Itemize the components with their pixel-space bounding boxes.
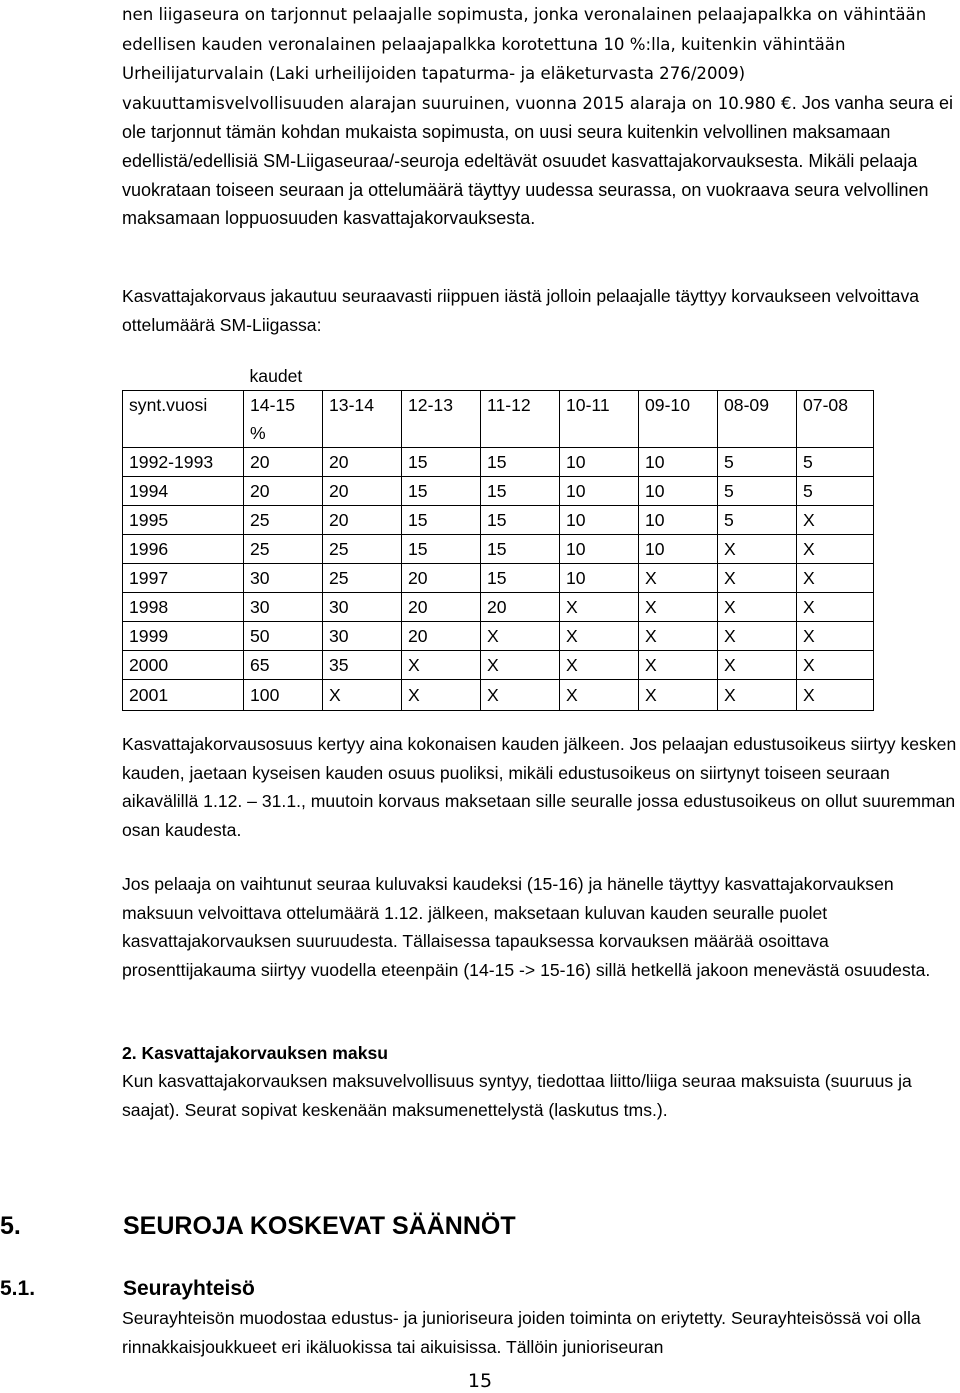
subsection-heading-payment: 2. Kasvattajakorvauksen maksu [122,1043,389,1063]
table-row [123,564,874,593]
table-cell: 30 [244,564,323,593]
paragraph-payment: Kun kasvattajakorvauksen maksuvelvollisuus syntyy, tiedottaa liitto/liiga seuraa maksuista (suuruus ja saajat). Seurat sopivat keskenään maksumenettelystä (laskutus tms.). [122,1071,912,1120]
table-cell: X [402,651,481,680]
table-cell: X [797,593,874,622]
table-cell: X [718,651,797,680]
compensation-table-wrapper [122,362,874,711]
table-cell: 25 [323,564,402,593]
section-number: 5. [0,1212,21,1240]
table-cell: X [797,680,874,711]
table-cell: 10 [560,564,639,593]
table-cell: 10 [639,448,718,477]
table-season-header: 12-13 [402,391,481,420]
table-row [123,506,874,535]
table-cell: 10 [560,535,639,564]
table-cell: 50 [244,622,323,651]
table-cell: 20 [481,593,560,622]
table-cell: 15 [481,564,560,593]
table-cell: X [560,651,639,680]
table-cell: X [718,593,797,622]
table-cell: 15 [481,506,560,535]
table-cell-year: 1996 [123,535,244,564]
table-cell: 20 [323,477,402,506]
paragraph-mid-season-change: Jos pelaaja on vaihtunut seuraa kuluvaksi kaudeksi (15-16) ja hänelle täyttyy kasvattajakorvauksen maksuun velvoittava ottelumäärä 1.12. jälkeen, maksetaan kuluvan kauden seuralle puolet kasvattajakorvauksen suuruudesta. Tällaisessa tapauksessa korvauksen määrää osoittava prosenttijakauma siirtyy vuodella eteenpäin (14-15 -> 15-16) sillä hetkellä jakoon menevästä osuudesta. [122,874,931,980]
table-cell: 20 [402,622,481,651]
table-row [123,535,874,564]
table-cell-year: 2000 [123,651,244,680]
table-cell: 30 [323,622,402,651]
table-season-header: 10-11 [560,391,639,420]
table-row [123,622,874,651]
table-row-header: synt.vuosi [123,391,244,420]
table-cell: 15 [481,448,560,477]
table-cell: 15 [481,535,560,564]
table-cell: 10 [560,448,639,477]
table-cell-year: 1995 [123,506,244,535]
table-cell: 25 [323,535,402,564]
table-cell: 20 [244,477,323,506]
table-cell: X [323,680,402,711]
table-cell: X [402,680,481,711]
table-cell: 20 [402,593,481,622]
table-cell: X [560,622,639,651]
table-cell: X [481,680,560,711]
table-cell: 10 [560,477,639,506]
table-cell: 15 [481,477,560,506]
table-cell: X [481,651,560,680]
table-season-header: 07-08 [797,391,874,420]
section-title: SEUROJA KOSKEVAT SÄÄNNÖT [123,1212,516,1240]
table-cell: 20 [323,448,402,477]
table-cell: 20 [323,506,402,535]
table-row [123,680,874,711]
table-row [123,593,874,622]
table-cell: 30 [244,593,323,622]
table-cell: 10 [639,506,718,535]
table-cell: 65 [244,651,323,680]
table-cell: X [718,680,797,711]
table-cell: 10 [639,535,718,564]
table-cell: 15 [402,535,481,564]
table-cell: 5 [718,448,797,477]
table-cell: X [718,564,797,593]
table-cell: 20 [402,564,481,593]
table-cell: 25 [244,506,323,535]
compensation-table [122,362,874,711]
paragraph-eligibility [122,0,960,233]
table-season-header: 13-14 [323,391,402,420]
table-cell: X [797,564,874,593]
table-row [123,477,874,506]
table-cell: X [797,651,874,680]
table-cell: 35 [323,651,402,680]
table-season-header: 08-09 [718,391,797,420]
table-row [123,448,874,477]
table-cell: X [560,680,639,711]
table-cell: X [639,564,718,593]
paragraph-accrual: Kasvattajakorvausosuus kertyy aina kokonaisen kauden jälkeen. Jos pelaajan edustusoikeus siirtyy kesken kauden, jaetaan kyseisen kauden osuus puoliksi, mikäli edustusoikeus on siirtynyt toiseen seuraan aikavälillä 1.12. – 31.1., muutoin korvaus maksetaan sille seuralle jossa edustusoikeus on ollut suuremman osan kaudesta. [122,734,957,840]
table-cell: 15 [402,477,481,506]
table-cell: X [718,535,797,564]
table-cell: X [797,535,874,564]
table-cell: 15 [402,448,481,477]
table-cell-year: 1994 [123,477,244,506]
table-cell: X [481,622,560,651]
table-percent-row [123,419,874,448]
table-cell-year: 2001 [123,680,244,711]
table-cell: 5 [797,477,874,506]
table-cell: 15 [402,506,481,535]
table-cell: 25 [244,535,323,564]
table-header-row [123,391,874,420]
table-cell: X [639,593,718,622]
table-season-header: 11-12 [481,391,560,420]
table-cell: 100 [244,680,323,711]
paragraph-club-community: Seurayhteisön muodostaa edustus- ja junioriseura joiden toiminta on eriytetty. Seurayhteisössä voi olla rinnakkaisjoukkueet eri ikäluokissa tai aikuisissa. Tällöin junioriseuran [122,1308,921,1357]
table-cell: 5 [797,448,874,477]
table-cell: 10 [560,506,639,535]
subsection-number: 5.1. [0,1277,36,1300]
table-cell: 5 [718,477,797,506]
page-number: 15 [467,1370,493,1392]
table-cell: 30 [323,593,402,622]
table-cell-year: 1992-1993 [123,448,244,477]
table-cell: X [797,622,874,651]
table-cell: X [718,622,797,651]
table-cell: 5 [718,506,797,535]
table-group-label: kaudet [249,366,303,386]
paragraph-split-intro: Kasvattajakorvaus jakautuu seuraavasti riippuen iästä jolloin pelaajalle täyttyy korvaukseen velvoittava ottelumäärä SM-Liigassa: [122,286,920,335]
table-percent-label: % [244,419,323,448]
paragraph-eligibility-part-a: nen liigaseura on tarjonnut pelaajalle sopimusta, jonka veronalainen pelaajapalkka on vähintään edellisen kauden veronalainen pelaajapalkka korotettuna 10 %:lla, kuitenkin vähintään Urheilijaturvalain (Laki urheilijoiden tapaturma- ja eläketurvasta 276/2009) vakuuttamisvelvollisuuden alarajan suuruinen, vuonna 2015 alaraja on 10.980 €. [122,5,927,113]
table-group-row [123,362,874,391]
table-season-header: 14-15 [244,391,323,420]
table-cell: X [797,506,874,535]
table-cell: X [639,622,718,651]
table-cell: X [639,680,718,711]
subsection-title: Seurayhteisö [123,1277,255,1300]
table-cell: X [560,593,639,622]
table-cell-year: 1998 [123,593,244,622]
table-cell: X [639,651,718,680]
table-cell-year: 1999 [123,622,244,651]
table-cell: 20 [244,448,323,477]
table-row [123,651,874,680]
paragraph-eligibility-part-b: Jos vanha seura ei ole tarjonnut tämän kohdan mukaista sopimusta, on uusi seura kuitenkin velvollinen maksamaan edellistä/edellisiä SM-Liigaseuraa/-seuroja edeltävät osuudet kasvattajakorvauksesta. Mikäli pelaaja vuokrataan toiseen seuraan ja ottelumäärä täyttyy uudessa seurassa, on vuokraava seura velvollinen maksamaan loppuosuuden kasvattajakorvauksesta. [122,92,953,229]
table-season-header: 09-10 [639,391,718,420]
table-cell: 10 [639,477,718,506]
table-cell-year: 1997 [123,564,244,593]
